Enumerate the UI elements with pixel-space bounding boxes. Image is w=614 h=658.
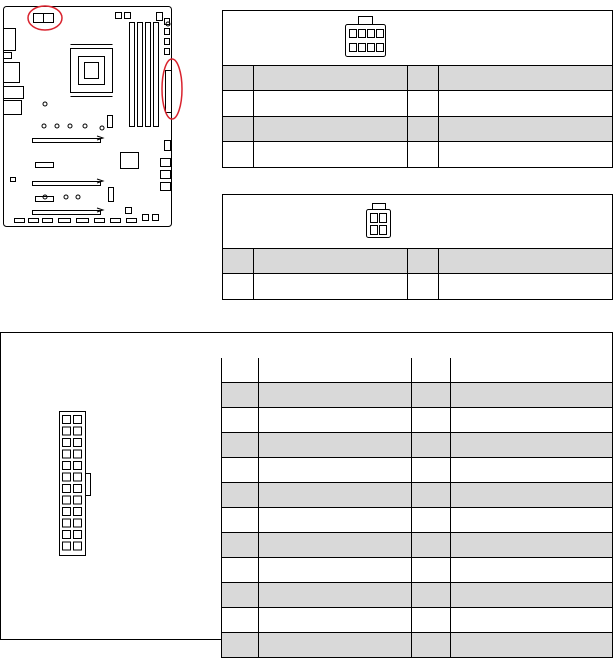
table-row — [222, 358, 613, 383]
connector-pin — [74, 496, 82, 504]
pcie-slot — [33, 139, 101, 143]
table-row — [222, 433, 613, 458]
table-row — [223, 249, 613, 274]
connector-pin — [74, 531, 82, 539]
connector-pin — [63, 508, 71, 516]
connector-pin — [74, 485, 82, 493]
connector-pin — [63, 416, 71, 424]
connector-pin — [63, 531, 71, 539]
rear-io-block — [4, 63, 20, 83]
rear-io-block — [4, 101, 22, 115]
connector-pin — [74, 473, 82, 481]
table-row — [222, 608, 613, 633]
board-atx-power-connector — [166, 71, 172, 113]
connector-pin — [63, 519, 71, 527]
chipset — [121, 153, 139, 169]
pcie-slot — [33, 182, 101, 186]
cpu-power-4pin-header — [222, 194, 613, 249]
table-row — [222, 458, 613, 483]
table-row — [222, 583, 613, 608]
dimm-slot — [138, 23, 143, 127]
table-row — [223, 66, 613, 91]
connector-pin — [63, 462, 71, 470]
dimm-slot — [146, 23, 151, 127]
connector-pin — [74, 427, 82, 435]
dimm-slot — [130, 23, 135, 127]
connector-pin — [74, 462, 82, 470]
atx-power-24pin-box — [0, 332, 222, 640]
connector-pin — [74, 450, 82, 458]
table-row — [222, 633, 613, 658]
connector-pin — [74, 439, 82, 447]
board-outline — [4, 7, 172, 227]
cpu-power-8pin-header — [222, 10, 613, 66]
pcie-slot-small — [36, 163, 54, 168]
cpu-power-8pin-table — [222, 65, 613, 168]
connector-pin — [74, 519, 82, 527]
dimm-slot — [154, 23, 159, 127]
connector-pin — [63, 439, 71, 447]
table-row — [222, 558, 613, 583]
connector-pin — [63, 496, 71, 504]
connector-pin — [74, 508, 82, 516]
table-row — [223, 117, 613, 142]
4-pin-connector-icon — [366, 203, 392, 239]
cpu-power-4pin-table — [222, 248, 613, 300]
table-row — [222, 483, 613, 508]
connector-pin — [63, 485, 71, 493]
rear-io-block — [4, 53, 12, 59]
table-row — [222, 408, 613, 433]
24-pin-connector-icon — [59, 411, 93, 561]
table-row — [223, 142, 613, 168]
motherboard-diagram — [0, 0, 200, 240]
connector-pin — [63, 542, 71, 550]
table-row — [222, 508, 613, 533]
connector-pin — [74, 542, 82, 550]
atx-table-top-rule — [221, 332, 613, 358]
table-row — [222, 533, 613, 558]
table-row — [222, 383, 613, 408]
cpu-socket — [71, 49, 113, 93]
connector-pin — [74, 416, 82, 424]
connector-pin — [63, 427, 71, 435]
rear-io-block — [4, 87, 24, 99]
atx-power-24pin-table — [221, 358, 613, 658]
8-pin-connector-icon — [345, 16, 387, 59]
connector-pin — [63, 473, 71, 481]
pcie-slot — [33, 211, 101, 215]
table-row — [223, 274, 613, 300]
connector-pin — [63, 450, 71, 458]
rear-io-block — [4, 29, 16, 51]
table-row — [223, 91, 613, 117]
